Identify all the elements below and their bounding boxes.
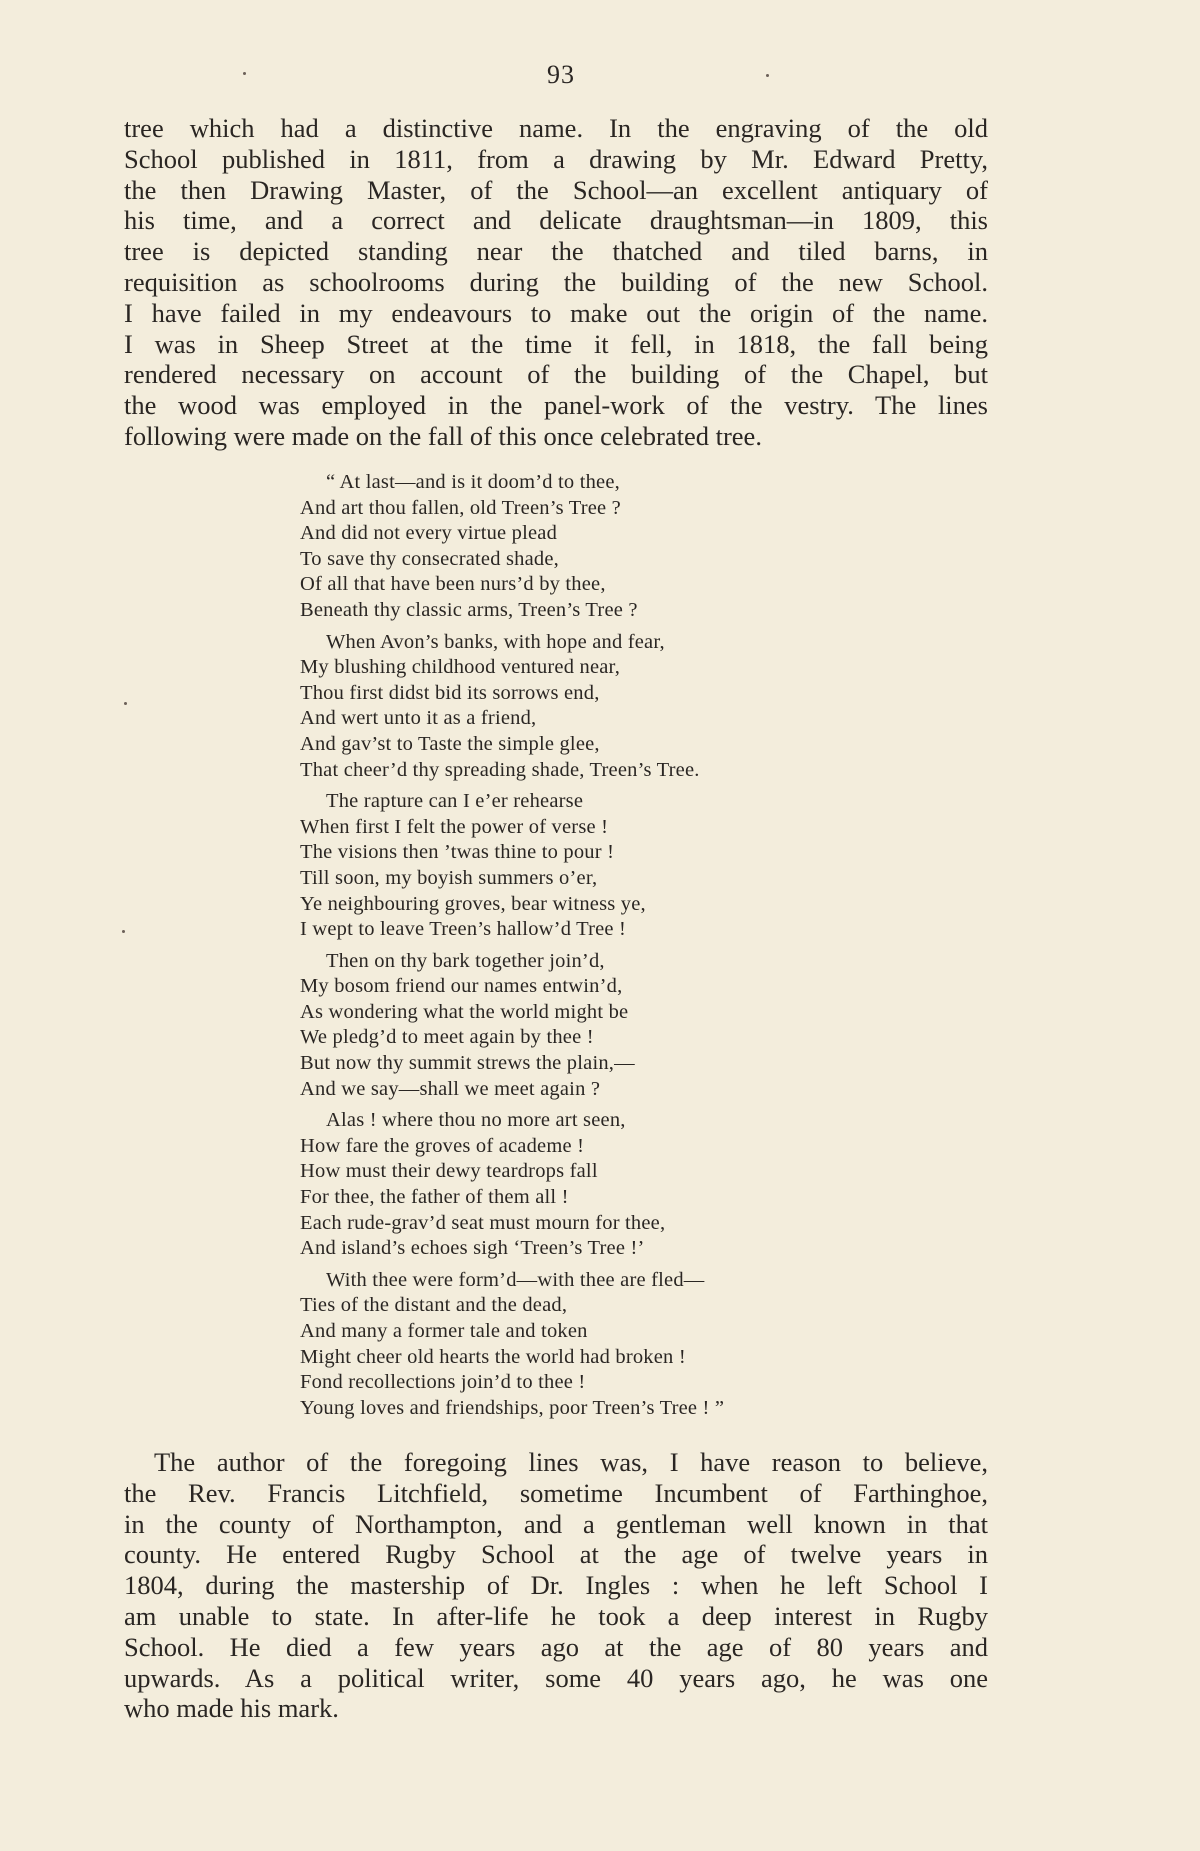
paragraph-line: I have failed in my endeavours to make out the origin of the name.	[124, 297, 988, 328]
poem-line: And we say—shall we meet again ?	[300, 1077, 601, 1100]
poem-stanza	[300, 630, 860, 784]
poem-line: The rapture can I e’er rehearse	[326, 790, 584, 813]
poem-line: That cheer’d thy spreading shade, Treen’s Tree.	[300, 758, 700, 781]
print-speck	[124, 702, 127, 705]
poem-line: And art thou fallen, old Treen’s Tree ?	[300, 496, 621, 519]
poem-line: Thou first didst bid its sorrows end,	[300, 681, 600, 704]
paragraph-line: county. He entered Rugby School at the age of twelve years in	[124, 1539, 988, 1570]
poem-line: I wept to leave Treen’s hallow’d Tree !	[300, 918, 627, 941]
paragraph-line: The author of the foregoing lines was, I have reason to believe,	[154, 1447, 988, 1477]
poem-line: Ye neighbouring groves, bear witness ye,	[300, 892, 646, 915]
poem-line: When Avon’s banks, with hope and fear,	[326, 630, 665, 653]
poem-line: “ At last—and is it doom’d to thee,	[326, 471, 620, 493]
paragraph-line: tree which had a distinctive name. In the engraving of the old	[124, 113, 988, 143]
poem-stanza	[300, 470, 860, 624]
paragraph-line: the wood was employed in the panel-work of the vestry. The lines	[124, 390, 988, 421]
poem-line: And gav’st to Taste the simple glee,	[300, 732, 600, 755]
poem-line: And many a former tale and token	[300, 1320, 588, 1342]
poem-line: Might cheer old hearts the world had broken !	[300, 1345, 686, 1368]
paragraph-line: I was in Sheep Street at the time it fell, in 1818, the fall being	[124, 328, 988, 359]
bottom-paragraph	[124, 1447, 988, 1724]
poem-line: Till soon, my boyish summers o’er,	[300, 866, 598, 889]
poem-line: But now thy summit strews the plain,—	[300, 1052, 635, 1075]
poem-line: Each rude-grav’d seat must mourn for thee,	[300, 1211, 666, 1234]
poem-line: We pledg’d to meet again by thee !	[300, 1026, 594, 1049]
paragraph-line: his time, and a correct and delicate draughtsman—in 1809, this	[124, 205, 988, 236]
poem-line: And wert unto it as a friend,	[300, 707, 537, 730]
poem-line: My blushing childhood ventured near,	[300, 656, 621, 679]
poem-stanza	[300, 949, 860, 1103]
poem-line: For thee, the father of them all !	[300, 1186, 569, 1209]
poem-line: Alas ! where thou no more art seen,	[326, 1109, 626, 1132]
paragraph-line: the then Drawing Master, of the School—an excellent antiquary of	[124, 174, 988, 205]
poem-line: Then on thy bark together join’d,	[326, 949, 605, 972]
print-speck	[122, 930, 125, 933]
page-number: 93	[547, 60, 575, 89]
poem-line: With thee were form’d—with thee are fled—	[326, 1268, 705, 1291]
poem-stanza	[300, 1108, 860, 1262]
poem-line: And island’s echoes sigh ‘Treen’s Tree !’	[300, 1237, 645, 1260]
paragraph-line: who made his mark.	[124, 1693, 339, 1724]
paragraph-line: rendered necessary on account of the building of the Chapel, but	[124, 359, 988, 390]
poem-line: Ties of the distant and the dead,	[300, 1294, 568, 1317]
paragraph-line: School. He died a few years ago at the age of 80 years and	[124, 1631, 988, 1662]
poem-line: How must their dewy teardrops fall	[300, 1160, 598, 1183]
poem-line: Beneath thy classic arms, Treen’s Tree ?	[300, 598, 638, 621]
paragraph-line: the Rev. Francis Litchfield, sometime Incumbent of Farthinghoe,	[124, 1477, 988, 1508]
poem-stanza	[300, 789, 860, 943]
paragraph-line: School published in 1811, from a drawing by Mr. Edward Pretty,	[124, 143, 988, 174]
poem-line: Of all that have been nurs’d by thee,	[300, 573, 606, 596]
top-paragraph	[124, 113, 988, 452]
paragraph-line: in the county of Northampton, and a gentleman well known in that	[124, 1508, 988, 1539]
poem-line: The visions then ’twas thine to pour !	[300, 841, 615, 864]
poem-line: And did not every virtue plead	[300, 522, 558, 545]
poem-line: When first I felt the power of verse !	[300, 815, 609, 838]
poem	[300, 470, 860, 1427]
poem-line: As wondering what the world might be	[300, 1000, 629, 1023]
poem-stanza	[300, 1268, 860, 1422]
poem-line: Fond recollections join’d to thee !	[300, 1371, 586, 1394]
poem-line: To save thy consecrated shade,	[300, 547, 560, 570]
poem-line: My bosom friend our names entwin’d,	[300, 975, 623, 998]
paragraph-line: following were made on the fall of this once celebrated tree.	[124, 420, 762, 451]
paragraph-line: am unable to state. In after-life he took a deep interest in Rugby	[124, 1600, 988, 1631]
poem-line: Young loves and friendships, poor Treen’s Tree ! ”	[300, 1396, 725, 1419]
paragraph-line: requisition as schoolrooms during the building of the new School.	[124, 266, 988, 297]
poem-line: How fare the groves of academe !	[300, 1134, 585, 1157]
paragraph-line: tree is depicted standing near the thatched and tiled barns, in	[124, 236, 988, 267]
paragraph-line: 1804, during the mastership of Dr. Ingles : when he left School I	[124, 1570, 988, 1601]
paragraph-line: upwards. As a political writer, some 40 years ago, he was one	[124, 1662, 988, 1693]
